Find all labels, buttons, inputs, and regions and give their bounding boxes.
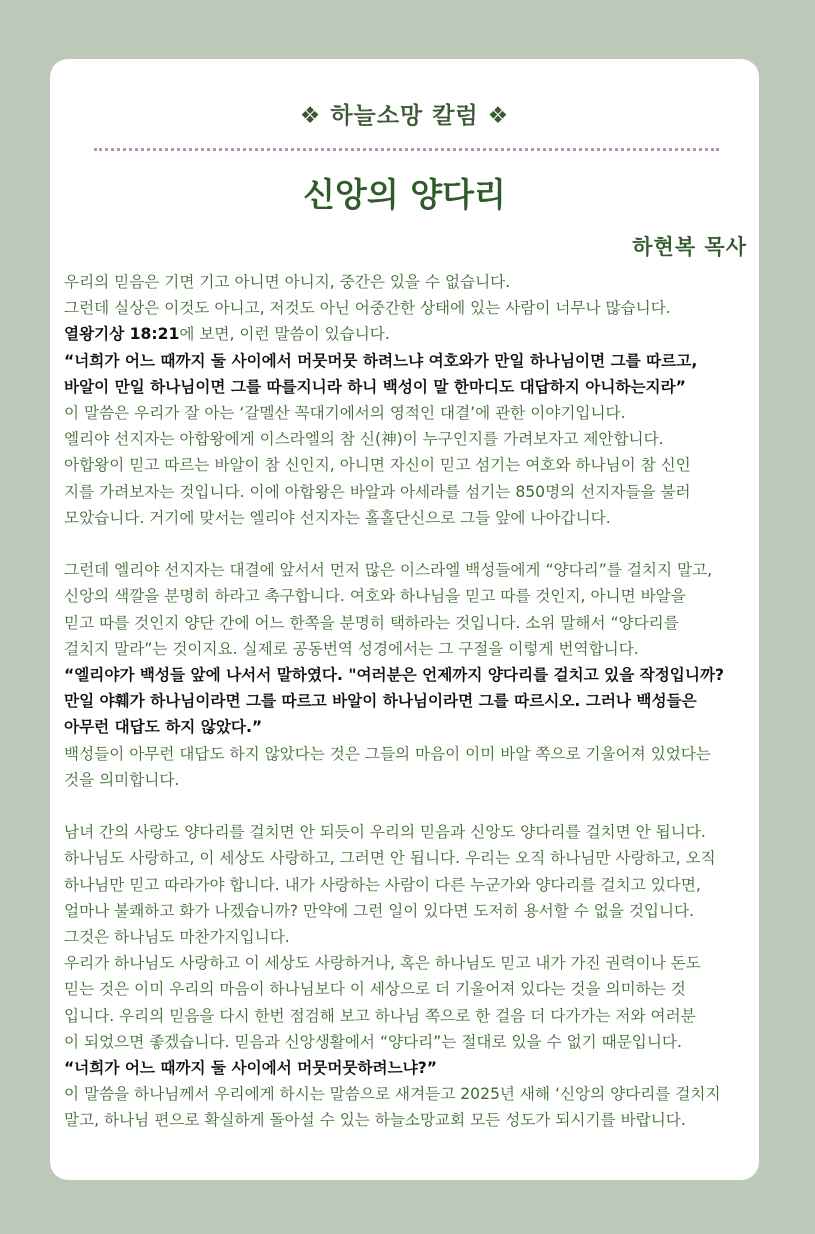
body-line: 백성들이 아무런 대답도 하지 않았다는 것은 그들의 마음이 이미 바알 쪽으로 기울어져 있었다는	[64, 744, 711, 763]
body-line: 걸치지 말라”는 것이지요. 실제로 공동번역 성경에서는 그 구절을 이렇게 번역합니다.	[64, 639, 639, 658]
body-line: 얼마나 불쾌하고 화가 나겠습니까? 만약에 그런 일이 있다면 도저히 용서할 수 없을 것입니다.	[64, 901, 695, 920]
column-card	[50, 59, 759, 1180]
scripture-quote-line: “너희가 어느 때까지 둘 사이에서 머뭇머뭇하려느냐?”	[64, 1059, 438, 1078]
scripture-quote-line: 아무런 대답도 하지 않았다.”	[64, 718, 263, 737]
scripture-quote-line: 만일 야훼가 하나님이라면 그를 따르고 바알이 하나님이라면 그를 따르시오. 그러나 백성들은	[64, 692, 697, 711]
body-line: 우리의 믿음은 기면 기고 아니면 아니지, 중간은 있을 수 없습니다.	[64, 273, 511, 291]
body-line: 믿는 것은 이미 우리의 마음이 하나님보다 이 세상으로 더 기울어져 있다는 것을 의미하는 것	[64, 980, 686, 999]
scripture-quote-line: 바알이 만일 하나님이면 그를 따를지니라 하니 백성이 말 한마디도 대답하지 아니하는지라”	[64, 377, 686, 396]
body-line: 모았습니다. 거기에 맞서는 엘리야 선지자는 홀홀단신으로 그들 앞에 나아갑니다.	[64, 508, 611, 527]
body-line: 이 말씀은 우리가 잘 아는 ‘갈멜산 꼭대기에서의 영적인 대결’에 관한 이야기입니다.	[64, 404, 626, 423]
body-line: 지를 가려보자는 것입니다. 이에 아합왕은 바알과 아세라를 섬기는 850명의 선지자들을 불러	[64, 482, 691, 501]
body-line: 남녀 간의 사랑도 양다리를 걸치면 안 되듯이 우리의 믿음과 신앙도 양다리를 걸치면 안 됩니다.	[64, 823, 706, 842]
dotted-divider	[94, 148, 719, 151]
paragraph-gap	[64, 531, 749, 557]
paragraph-gap	[64, 793, 749, 819]
body-line	[64, 321, 749, 347]
body-line: 믿고 따를 것인지 양단 간에 어느 한쪽을 분명히 택하라는 것입니다. 소위 말해서 “양다리를	[64, 613, 679, 632]
scripture-reference: 열왕기상 18:21	[64, 325, 180, 344]
author-name: 하현복 목사	[632, 235, 747, 259]
body-line: 말고, 하나님 편으로 확실하게 돌아설 수 있는 하늘소망교회 모든 성도가 되시기를 바랍니다.	[64, 1111, 686, 1130]
body-line: 입니다. 우리의 믿음을 다시 한번 점검해 보고 하나님 쪽으로 한 걸음 더 다가가는 저와 여러분	[64, 1006, 696, 1025]
column-header-label: ❖ 하늘소망 칼럼 ❖	[299, 103, 510, 129]
body-line: 그것은 하나님도 마찬가지입니다.	[64, 928, 290, 947]
article-body	[64, 269, 749, 1134]
body-line: 하나님만 믿고 따라가야 합니다. 내가 사랑하는 사람이 다른 누군가와 양다리를 걸치고 있다면,	[64, 875, 701, 894]
body-line: 우리가 하나님도 사랑하고 이 세상도 사랑하거나, 혹은 하나님도 믿고 내가 가진 권력이나 돈도	[64, 954, 701, 973]
body-line: 이 되었으면 좋겠습니다. 믿음과 신앙생활에서 “양다리”는 절대로 있을 수 없기 때문입니다.	[64, 1032, 682, 1051]
scripture-quote-line: “너희가 어느 때까지 둘 사이에서 머뭇머뭇 하려느냐 여호와가 만일 하나님이면 그를 따르고,	[64, 351, 698, 370]
body-line-text: 에 보면, 이런 말씀이 있습니다.	[179, 325, 390, 344]
body-line: 엘리야 선지자는 아합왕에게 이스라엘의 참 신(神)이 누구인지를 가려보자고 제안합니다.	[64, 430, 664, 449]
body-line: 신앙의 색깔을 분명히 하라고 촉구합니다. 여호와 하나님을 믿고 따를 것인지, 아니면 바알을	[64, 587, 686, 606]
article-title: 신앙의 양다리	[303, 175, 506, 214]
body-line: 그런데 실상은 이것도 아니고, 저것도 아닌 어중간한 상태에 있는 사람이 너무나 많습니다.	[64, 299, 671, 318]
scripture-quote-line: “엘리야가 백성들 앞에 나서서 말하였다. "여러분은 언제까지 양다리를 걸치고 있을 작정입니까?	[64, 666, 725, 685]
body-line: 그런데 엘리야 선지자는 대결에 앞서서 먼저 많은 이스라엘 백성들에게 “양다리”를 걸치지 말고,	[64, 561, 713, 580]
body-line: 아합왕이 믿고 따르는 바알이 참 신인지, 아니면 자신이 믿고 섬기는 여호와 하나님이 참 신인	[64, 456, 691, 475]
body-line: 하나님도 사랑하고, 이 세상도 사랑하고, 그러면 안 됩니다. 우리는 오직 하나님만 사랑하고, 오직	[64, 849, 716, 868]
body-line: 것을 의미합니다.	[64, 770, 180, 789]
body-line: 이 말씀을 하나님께서 우리에게 하시는 말씀으로 새겨듣고 2025년 새해 ‘신앙의 양다리를 걸치지	[64, 1085, 721, 1104]
